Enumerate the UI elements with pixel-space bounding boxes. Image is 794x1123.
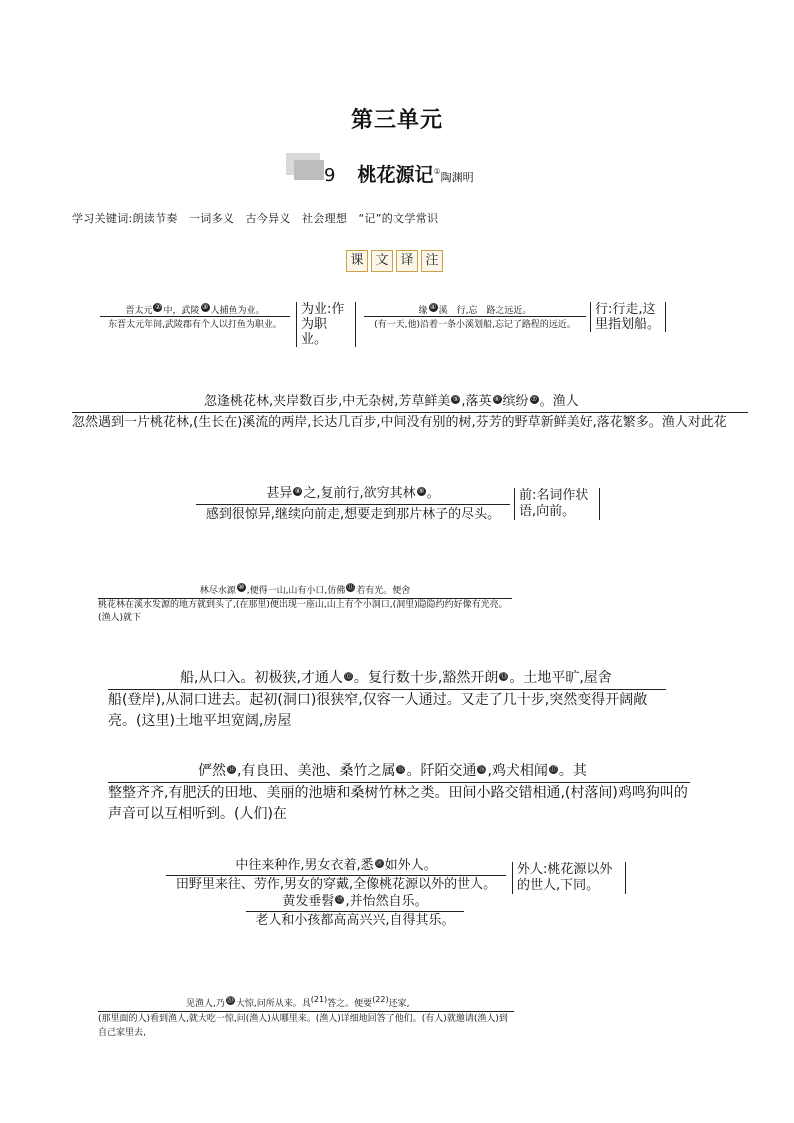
translation: (那里面的人)看到渔人,就大吃一惊,问(渔人)从哪里来。(渔人)详细地回答了他们。(有人)就邀请(渔人)到自己家里去,: [98, 1014, 508, 1038]
lesson-author: 陶渊明: [440, 171, 474, 184]
original-text: 中往来种作,男女衣着,悉 ⑱ 如外人。: [166, 857, 506, 876]
passage-8: [98, 993, 514, 1040]
original-text: 晋太元 ② 中，武陵 ③ 人捕鱼为业。: [100, 303, 290, 317]
translation: 东晋太元年间,武陵郡有个人以打鱼为职业。: [108, 320, 282, 330]
lesson-number: 9: [324, 165, 336, 186]
original-text: 忽逢桃花林,夹岸数百步,中无杂树,芳草鲜美 ⑤ ,落英 ⑥ 缤纷 ⑦ 。渔人: [72, 392, 748, 413]
unit-title: 第三单元: [350, 108, 443, 133]
translation: 船(登岸),从洞口进去。起初(洞口)很狭窄,仅容一人通过。又走了几十步,突然变得开阔敞亮。(这里)土地平坦宽阔,房屋: [108, 692, 648, 729]
original-text: 见渔人,乃 ⑳ 大惊,问所从来。具(21)答之。便要(22)还家,: [98, 993, 514, 1012]
lesson-name: 桃花源记: [357, 164, 434, 186]
original-text: 俨然 ⑭ ,有良田、美池、桑竹之属 ⑮ 。阡陌交通 ⑯ ,鸡犬相闻 ⑰ 。其: [108, 761, 690, 783]
passage-3: [196, 484, 510, 525]
original-text: 黄发垂髫 ⑲ ,并怡然自乐。: [246, 893, 464, 912]
translation: 老人和小孩都高高兴兴,自得其乐。: [255, 913, 455, 928]
badge-yi: 译: [396, 250, 418, 272]
lesson-decoration-shadow: [294, 160, 324, 180]
translation: 田野里来往、劳作,男女的穿戴,全像桃花源以外的世人。: [175, 877, 497, 892]
translation: 忽然遇到一片桃花林,(生长在)溪流的两岸,长达几百步,中间没有别的树,芬芳的野草新鲜美好,落花繁多。渔人对此花: [72, 415, 727, 430]
section-badges: [346, 250, 443, 272]
keywords: 学习关键词:朗读节奏 一词多义 古今异义 社会理想 “记”的文学常识: [72, 212, 439, 225]
note-1: 为业:作为职业。: [296, 302, 356, 347]
original-text: 林尽水源 ⑩ ,便得一山,山有小口,仿佛 ⑪ 若有光。便舍: [98, 583, 512, 599]
original-text: 甚异 ⑧ 之,复前行,欲穷其林 ⑨ 。: [196, 484, 510, 505]
note-3: 前:名词作状语,向前。: [514, 488, 600, 520]
lesson-heading: [324, 160, 474, 187]
passage-1a: [100, 303, 290, 330]
passage-5: [108, 668, 666, 732]
original-text: 缘 ④ 溪 行,忘 路之远近。: [364, 303, 586, 317]
passage-4: [98, 583, 512, 625]
passage-7a: [166, 857, 506, 894]
lesson-name-note: ①: [433, 167, 441, 176]
passage-7b: [246, 893, 464, 930]
passage-1b: [364, 303, 586, 330]
original-text: 船,从口入。初极狭,才通人 ⑫ 。复行数十步,豁然开朗 ⑬ 。土地平旷,屋舍: [108, 668, 666, 690]
translation: 桃花林在溪水发源的地方就到头了,(在那里)便出现一座山,山上有个小洞口,(洞里)隐隐约约好像有光亮。(渔人)就下: [98, 600, 508, 623]
translation: (有一天,他)沿着一条小溪划船,忘记了路程的远近。: [374, 320, 576, 330]
note-2: 行:行走,这里指划船。: [590, 302, 666, 332]
translation: 感到很惊异,继续向前走,想要走到那片林子的尽头。: [205, 507, 501, 522]
note-4: 外人:桃花源以外的世人,下同。: [512, 862, 626, 894]
translation: 整整齐齐,有肥沃的田地、美丽的池塘和桑树竹林之类。田间小路交错相通,(村落间)鸡鸣狗叫的声音可以互相听到。(人们)在: [108, 785, 688, 822]
badge-wen: 文: [371, 250, 393, 272]
badge-zhu: 注: [421, 250, 443, 272]
badge-ke: 课: [346, 250, 368, 272]
passage-2: [72, 392, 748, 433]
passage-6: [108, 761, 690, 825]
